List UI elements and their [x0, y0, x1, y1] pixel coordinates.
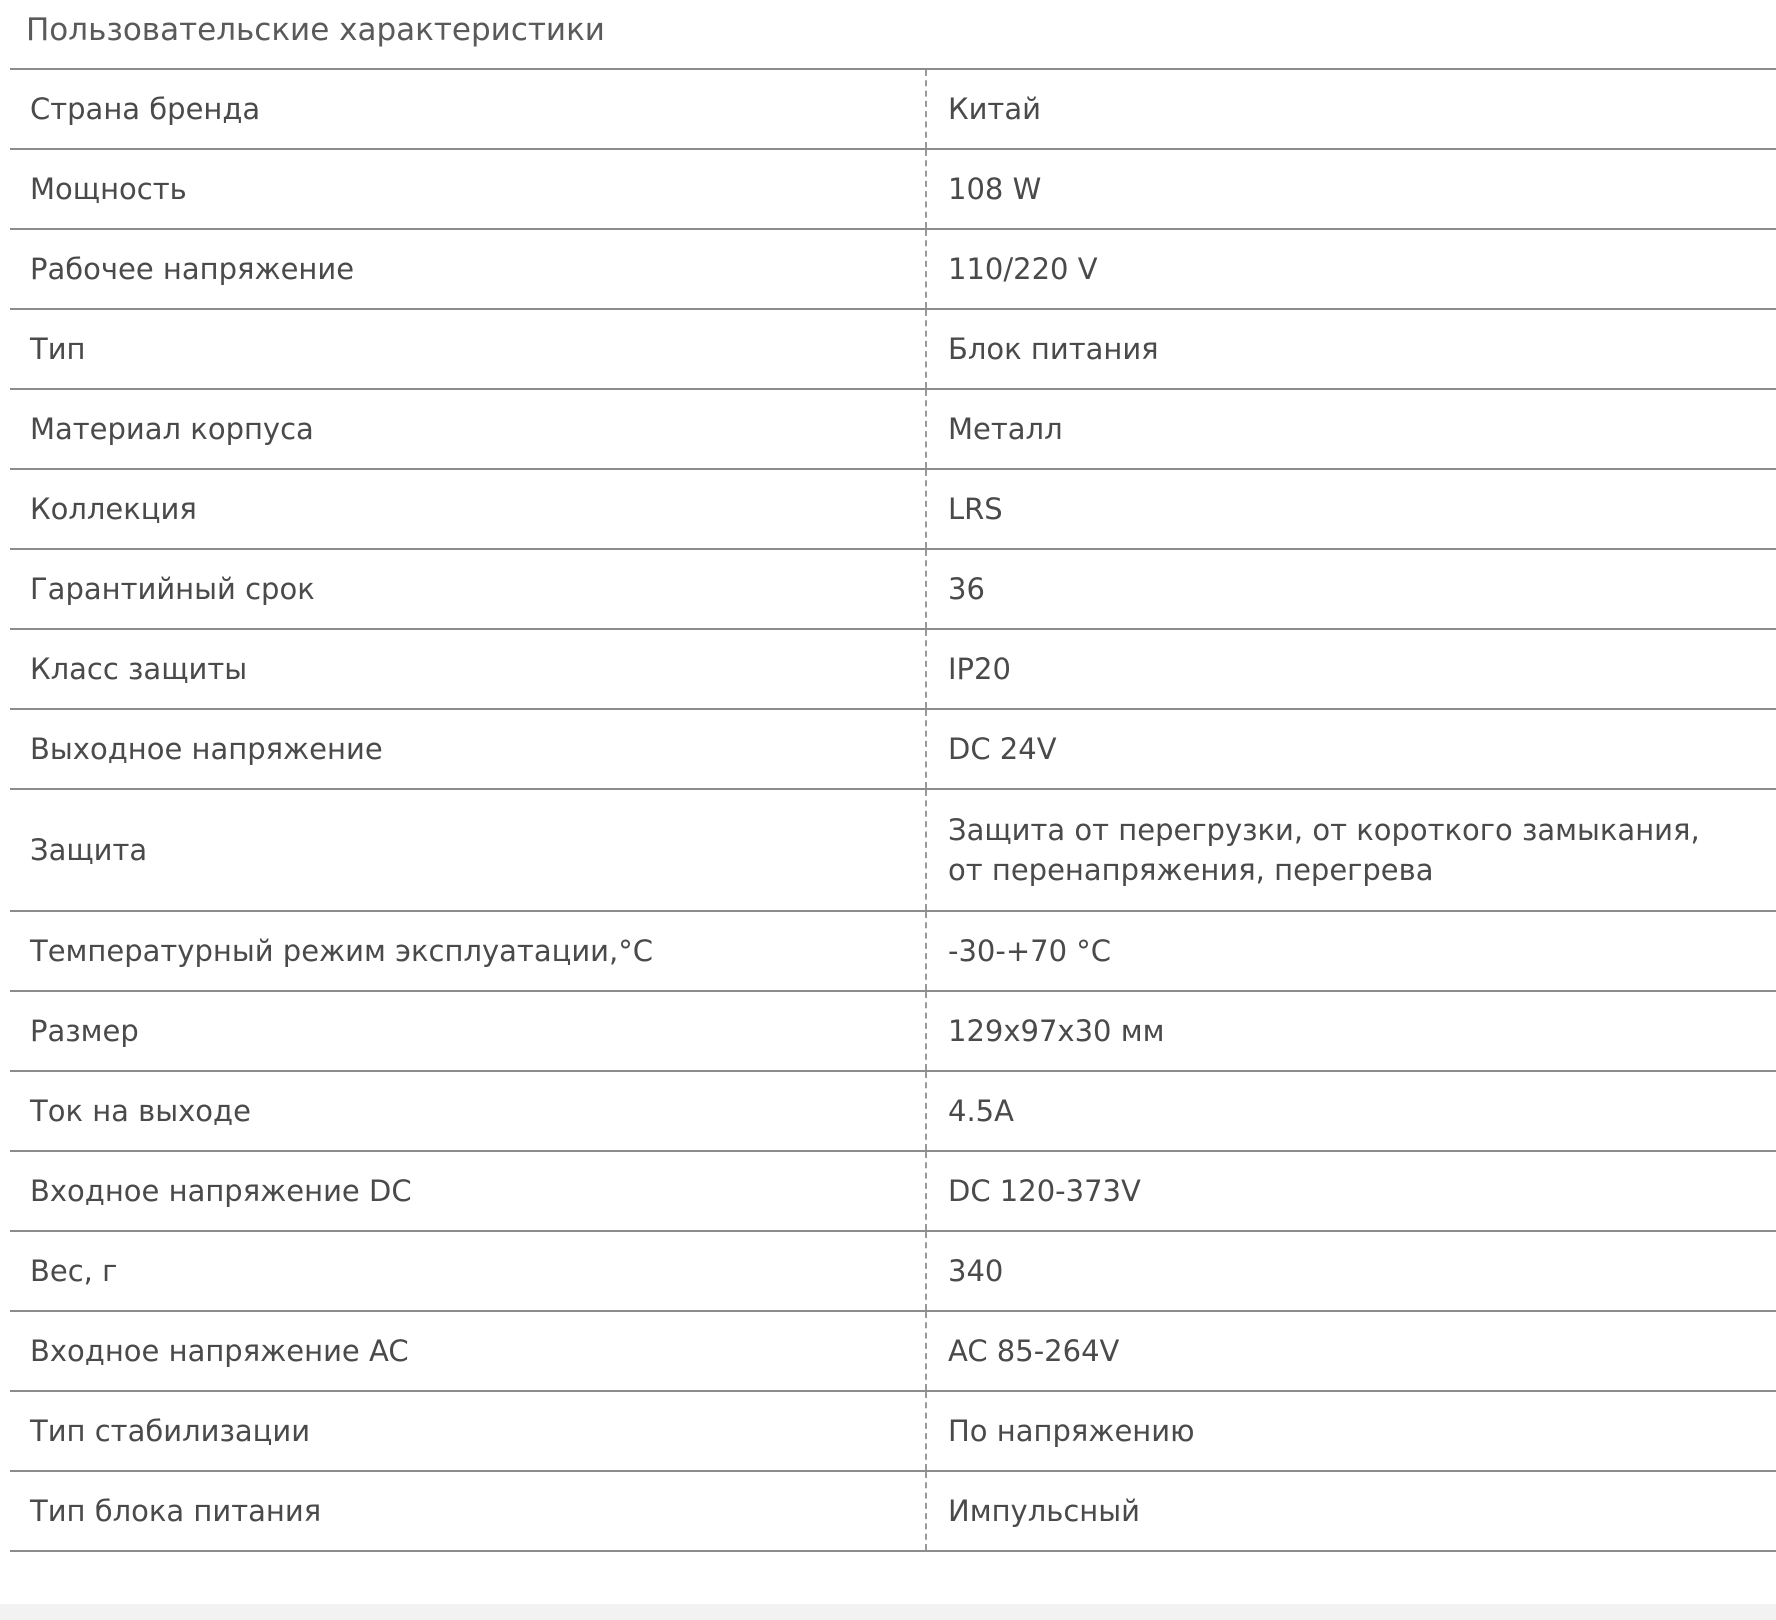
spec-row	[10, 992, 1776, 1072]
spec-value: DC 24V	[948, 732, 1057, 766]
spec-label: Класс защиты	[10, 630, 927, 708]
spec-row	[10, 310, 1776, 390]
spec-row	[10, 1072, 1776, 1152]
section-title: Пользовательские характеристики	[26, 12, 605, 48]
spec-label: Коллекция	[10, 470, 927, 548]
spec-value: DC 120-373V	[948, 1174, 1141, 1208]
spec-value: 36	[948, 572, 985, 606]
spec-value: AC 85-264V	[948, 1334, 1120, 1368]
spec-label: Тип блока питания	[10, 1472, 927, 1550]
spec-value: 110/220 V	[948, 252, 1098, 286]
spec-row	[10, 230, 1776, 310]
spec-value: Импульсный	[948, 1494, 1140, 1528]
spec-label: Рабочее напряжение	[10, 230, 927, 308]
spec-label: Выходное напряжение	[10, 710, 927, 788]
spec-row	[10, 710, 1776, 790]
spec-label: Мощность	[10, 150, 927, 228]
footer-band	[0, 1604, 1776, 1620]
spec-value: По напряжению	[948, 1414, 1195, 1448]
spec-row	[10, 1232, 1776, 1312]
spec-row	[10, 470, 1776, 550]
spec-row	[10, 390, 1776, 470]
spec-value: Блок питания	[948, 332, 1159, 366]
spec-label: Входное напряжение DC	[10, 1152, 927, 1230]
spec-row	[10, 790, 1776, 912]
spec-value: 129x97x30 мм	[948, 1014, 1165, 1048]
spec-value: IP20	[948, 652, 1011, 686]
spec-value: Защита от перегрузки, от короткого замыкания, от перенапряжения, перегрева	[948, 813, 1700, 887]
spec-value: Металл	[948, 412, 1063, 446]
spec-label: Страна бренда	[10, 70, 927, 148]
spec-row	[10, 150, 1776, 230]
spec-value: Китай	[948, 92, 1041, 126]
specs-table	[10, 68, 1776, 1552]
spec-label: Входное напряжение AC	[10, 1312, 927, 1390]
spec-value: LRS	[948, 492, 1003, 526]
spec-label: Вес, г	[10, 1232, 927, 1310]
spec-label: Размер	[10, 992, 927, 1070]
spec-label: Тип	[10, 310, 927, 388]
spec-label: Материал корпуса	[10, 390, 927, 468]
spec-label: Ток на выходе	[10, 1072, 927, 1150]
spec-label: Температурный режим эксплуатации,°C	[10, 912, 927, 990]
spec-label: Тип стабилизации	[10, 1392, 927, 1470]
spec-row	[10, 630, 1776, 710]
spec-row	[10, 912, 1776, 992]
spec-row	[10, 1392, 1776, 1472]
spec-value: 4.5A	[948, 1094, 1014, 1128]
spec-row	[10, 1152, 1776, 1232]
spec-label: Защита	[10, 790, 927, 910]
spec-value: 340	[948, 1254, 1004, 1288]
spec-value: 108 W	[948, 172, 1042, 206]
spec-row	[10, 1472, 1776, 1552]
spec-row	[10, 1312, 1776, 1392]
spec-row	[10, 70, 1776, 150]
spec-value: -30-+70 °C	[948, 934, 1111, 968]
spec-row	[10, 550, 1776, 630]
spec-label: Гарантийный срок	[10, 550, 927, 628]
